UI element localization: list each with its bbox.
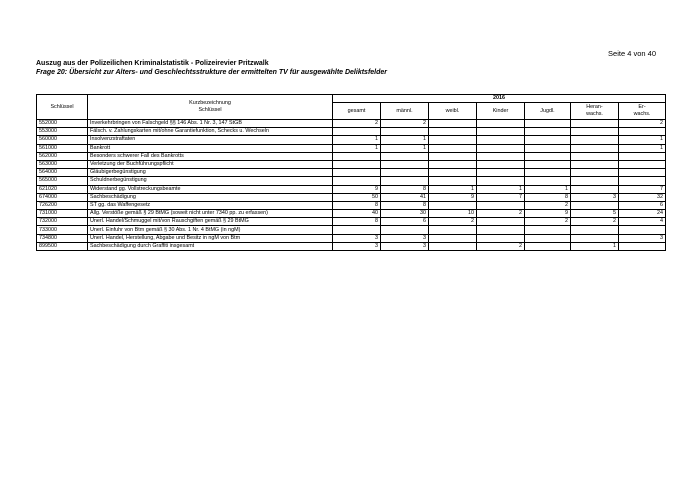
cell-description: Sachbeschädigung durch Graffiti insgesamt [88, 242, 333, 250]
cell-weibl [429, 234, 477, 242]
cell-gesamt [333, 169, 381, 177]
cell-maennl: 8 [381, 201, 429, 209]
cell-maennl: 30 [381, 210, 429, 218]
cell-key: 674000 [37, 193, 88, 201]
cell-description: Sachbeschädigung [88, 193, 333, 201]
cell-gesamt [333, 128, 381, 136]
cell-description: Insolvenzstraftaten [88, 136, 333, 144]
cell-gesamt: 3 [333, 242, 381, 250]
cell-key: 552000 [37, 120, 88, 128]
cell-weibl [429, 144, 477, 152]
table-row [37, 144, 666, 152]
cell-maennl: 3 [381, 242, 429, 250]
cell-gesamt: 8 [333, 218, 381, 226]
header-heranwachs-line2: wachs. [586, 111, 603, 117]
cell-jugdl [525, 152, 571, 160]
cell-key: 899500 [37, 242, 88, 250]
cell-kinder [477, 120, 525, 128]
cell-gesamt: 2 [333, 120, 381, 128]
cell-kinder [477, 160, 525, 168]
header-maennl: männl. [381, 103, 429, 120]
table-body [37, 120, 666, 251]
cell-gesamt [333, 177, 381, 185]
table-row [37, 226, 666, 234]
header-erwachs [619, 103, 666, 120]
cell-kinder [477, 234, 525, 242]
cell-erwachs: 3 [619, 234, 666, 242]
cell-weibl: 1 [429, 185, 477, 193]
cell-maennl: 2 [381, 120, 429, 128]
cell-jugdl [525, 226, 571, 234]
cell-jugdl: 9 [525, 210, 571, 218]
cell-weibl [429, 128, 477, 136]
cell-kinder: 7 [477, 193, 525, 201]
cell-heranwachs: 3 [571, 193, 619, 201]
cell-description: Verletzung der Buchführungspflicht [88, 160, 333, 168]
cell-kinder [477, 218, 525, 226]
cell-weibl: 2 [429, 218, 477, 226]
cell-heranwachs: 1 [571, 242, 619, 250]
cell-erwachs [619, 177, 666, 185]
header-kinder: Kinder [477, 103, 525, 120]
cell-description: Unerl. Handel, Herstellung, Abgabe und Besitz in ngM von Btm [88, 234, 333, 242]
header-description [88, 95, 333, 120]
cell-jugdl: 2 [525, 201, 571, 209]
cell-maennl [381, 160, 429, 168]
cell-erwachs: 24 [619, 210, 666, 218]
cell-gesamt: 3 [333, 234, 381, 242]
cell-heranwachs [571, 144, 619, 152]
cell-heranwachs [571, 226, 619, 234]
header-erwachs-line2: wachs. [633, 111, 651, 117]
cell-jugdl [525, 177, 571, 185]
cell-heranwachs [571, 120, 619, 128]
cell-heranwachs [571, 136, 619, 144]
table-row [37, 218, 666, 226]
cell-description: Unerl. Einfuhr von Btm gemäß § 30 Abs. 1 Nr. 4 BtMG (in ngM) [88, 226, 333, 234]
cell-heranwachs: 5 [571, 210, 619, 218]
table-row [37, 160, 666, 168]
cell-heranwachs [571, 160, 619, 168]
table-row [37, 136, 666, 144]
header-jugdl: Jugdl. [525, 103, 571, 120]
cell-weibl [429, 177, 477, 185]
cell-gesamt: 8 [333, 201, 381, 209]
cell-maennl: 3 [381, 234, 429, 242]
table-row [37, 234, 666, 242]
cell-description: Unerl. Handel/Schmuggel mit/von Rauschgiften gemäß § 29 BtMG [88, 218, 333, 226]
cell-maennl [381, 177, 429, 185]
cell-maennl: 1 [381, 136, 429, 144]
cell-kinder [477, 177, 525, 185]
table-row [37, 201, 666, 209]
cell-maennl: 41 [381, 193, 429, 201]
cell-kinder: 1 [477, 185, 525, 193]
cell-description: Besonders schwerer Fall des Bankrotts [88, 152, 333, 160]
cell-heranwachs [571, 177, 619, 185]
cell-key: 560000 [37, 136, 88, 144]
cell-jugdl [525, 169, 571, 177]
table-row [37, 128, 666, 136]
cell-maennl: 6 [381, 218, 429, 226]
cell-erwachs: 4 [619, 218, 666, 226]
cell-weibl [429, 152, 477, 160]
table-row [37, 193, 666, 201]
cell-key: 563000 [37, 160, 88, 168]
cell-gesamt: 40 [333, 210, 381, 218]
cell-gesamt [333, 160, 381, 168]
cell-heranwachs [571, 128, 619, 136]
header-heranwachs-line1: Heran- [586, 104, 603, 110]
table-row [37, 242, 666, 250]
header-weibl: weibl. [429, 103, 477, 120]
header-key: Schlüssel [37, 95, 88, 120]
cell-kinder [477, 136, 525, 144]
table-row [37, 152, 666, 160]
table-row [37, 210, 666, 218]
document-title: Auszug aus der Polizeilichen Kriminalstatistik - Polizeirevier Pritzwalk [36, 60, 269, 67]
cell-kinder [477, 128, 525, 136]
cell-heranwachs: 2 [571, 218, 619, 226]
cell-kinder [477, 226, 525, 234]
table-header [37, 95, 666, 120]
table-row [37, 177, 666, 185]
cell-jugdl [525, 128, 571, 136]
cell-kinder [477, 152, 525, 160]
cell-heranwachs [571, 152, 619, 160]
cell-description: Gläubigerbegünstigung [88, 169, 333, 177]
cell-erwachs [619, 242, 666, 250]
cell-key: 733000 [37, 226, 88, 234]
cell-key: 732000 [37, 218, 88, 226]
cell-weibl [429, 242, 477, 250]
page-number: Seite 4 von 40 [608, 49, 656, 58]
header-gesamt: gesamt [333, 103, 381, 120]
cell-key: 621020 [37, 185, 88, 193]
cell-maennl [381, 128, 429, 136]
cell-gesamt [333, 226, 381, 234]
cell-gesamt: 9 [333, 185, 381, 193]
cell-weibl [429, 120, 477, 128]
cell-key: 565000 [37, 177, 88, 185]
cell-jugdl: 2 [525, 218, 571, 226]
cell-heranwachs [571, 185, 619, 193]
cell-gesamt: 50 [333, 193, 381, 201]
cell-erwachs [619, 128, 666, 136]
table-row [37, 120, 666, 128]
cell-heranwachs [571, 169, 619, 177]
cell-weibl [429, 226, 477, 234]
cell-key: 564000 [37, 169, 88, 177]
cell-key: 726200 [37, 201, 88, 209]
cell-jugdl [525, 234, 571, 242]
cell-description: Widerstand gg. Vollstreckungsbeamte [88, 185, 333, 193]
cell-description: Fälsch. v. Zahlungskarten mit/ohne Garantiefunktion, Schecks u. Wechseln [88, 128, 333, 136]
cell-description: Schuldnerbegünstigung [88, 177, 333, 185]
cell-gesamt: 1 [333, 136, 381, 144]
cell-weibl: 9 [429, 193, 477, 201]
cell-erwachs: 32 [619, 193, 666, 201]
cell-jugdl [525, 144, 571, 152]
cell-weibl [429, 160, 477, 168]
cell-kinder [477, 169, 525, 177]
cell-gesamt [333, 152, 381, 160]
cell-jugdl [525, 120, 571, 128]
cell-kinder [477, 144, 525, 152]
cell-maennl [381, 226, 429, 234]
cell-maennl: 8 [381, 185, 429, 193]
cell-weibl: 10 [429, 210, 477, 218]
header-year: 2016 [333, 95, 666, 103]
cell-erwachs: 7 [619, 185, 666, 193]
cell-gesamt: 1 [333, 144, 381, 152]
cell-erwachs [619, 152, 666, 160]
cell-description: Inverkehrbringen von Falschgeld §§ 146 Abs. 1 Nr. 3, 147 StGB [88, 120, 333, 128]
header-description-line1: Kurzbezeichnung [189, 100, 231, 106]
cell-key: 731000 [37, 210, 88, 218]
cell-erwachs [619, 160, 666, 168]
cell-erwachs: 1 [619, 136, 666, 144]
cell-jugdl [525, 136, 571, 144]
cell-heranwachs [571, 234, 619, 242]
cell-key: 553000 [37, 128, 88, 136]
table-row [37, 169, 666, 177]
cell-kinder [477, 201, 525, 209]
cell-erwachs: 6 [619, 201, 666, 209]
cell-erwachs: 1 [619, 144, 666, 152]
table-row [37, 185, 666, 193]
cell-kinder: 2 [477, 242, 525, 250]
cell-jugdl [525, 242, 571, 250]
cell-jugdl: 8 [525, 193, 571, 201]
header-description-line2: Schlüssel [198, 107, 222, 113]
cell-weibl [429, 201, 477, 209]
cell-jugdl: 1 [525, 185, 571, 193]
cell-kinder: 2 [477, 210, 525, 218]
cell-maennl [381, 169, 429, 177]
cell-weibl [429, 136, 477, 144]
cell-jugdl [525, 160, 571, 168]
cell-maennl: 1 [381, 144, 429, 152]
cell-description: ST gg. das Waffengesetz [88, 201, 333, 209]
header-erwachs-line1: Er- [638, 104, 646, 110]
cell-key: 734800 [37, 234, 88, 242]
header-heranwachs [571, 103, 619, 120]
statistics-table [36, 94, 666, 251]
cell-weibl [429, 169, 477, 177]
cell-key: 561000 [37, 144, 88, 152]
cell-erwachs [619, 226, 666, 234]
cell-erwachs [619, 169, 666, 177]
cell-description: Allg. Verstöße gemäß § 29 BtMG (soweit nicht unter 7340 pp. zu erfassen) [88, 210, 333, 218]
document-subtitle: Frage 20: Übersicht zur Alters- und Geschlechtsstrukture der ermittelten TV für ausgewählte Deliktsfelder [36, 69, 388, 76]
cell-description: Bankrott [88, 144, 333, 152]
cell-erwachs: 2 [619, 120, 666, 128]
cell-heranwachs [571, 201, 619, 209]
cell-maennl [381, 152, 429, 160]
cell-key: 562000 [37, 152, 88, 160]
